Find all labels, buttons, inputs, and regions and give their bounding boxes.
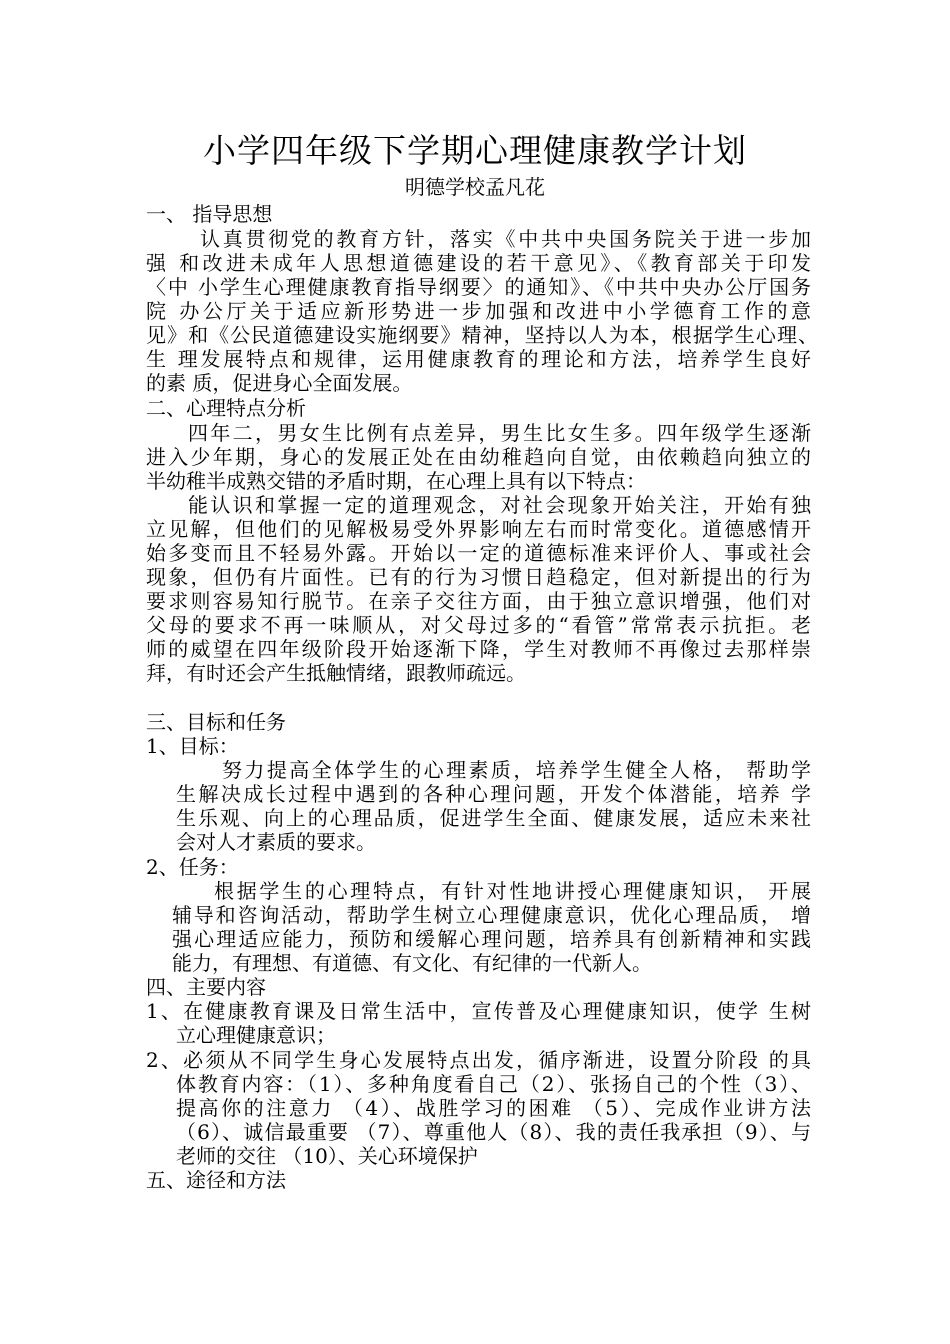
- paragraph-line: 立见解，但他们的见解极易受外界影响左右而时常变化。道德感情开: [146, 517, 811, 541]
- list-item-line: 1、在健康教育课及日常生活中，宣传普及心理健康知识，使学 生树: [146, 999, 811, 1023]
- paragraph-line: 〈中 小学生心理健康教育指导纲要〉的通知》、《中共中央办公厅国务: [146, 275, 811, 299]
- paragraph-line: 强 和改进未成年人思想道德建设的若干意见》、《教育部关于印发: [146, 251, 811, 275]
- paragraph-line: 要求则容易知行脱节。在亲子交往方面，由于独立意识增强，他们对: [146, 589, 811, 613]
- list-item-line: （6）、诚信最重要 （7）、尊重他人（8）、我的责任我承担（9）、与: [176, 1120, 811, 1144]
- document-author: 明德学校孟凡花: [405, 175, 545, 199]
- document-title: 小学四年级下学期心理健康教学计划: [203, 131, 747, 170]
- paragraph-line: 能认识和掌握一定的道理观念，对社会现象开始关注，开始有独: [188, 493, 811, 517]
- paragraph-line: 院 办公厅关于适应新形势进一步加强和改进中小学德育工作的意: [146, 299, 811, 323]
- list-item-line: 体教育内容：（1）、多种角度看自己（2）、张扬自己的个性（3）、: [176, 1072, 811, 1096]
- paragraph-line: 师的威望在四年级阶段开始逐渐下降，学生对教师不再像过去那样崇: [146, 637, 811, 661]
- paragraph-line: 始多变而且不轻易外露。开始以一定的道德标准来评价人、事或社会: [146, 541, 811, 565]
- paragraph-line: 的素 质，促进身心全面发展。: [146, 371, 413, 395]
- section-heading-3: 三、目标和任务: [146, 710, 286, 734]
- paragraph-line: 辅导和咨询活动，帮助学生树立心理健康意识，优化心理品质， 增: [172, 903, 811, 927]
- paragraph-line: 努力提高全体学生的心理素质，培养学生健全人格， 帮助学: [222, 758, 811, 782]
- list-item-line: 老师的交往 （10）、关心环境保护: [176, 1144, 478, 1168]
- paragraph-line: 强心理适应能力，预防和缓解心理问题，培养具有创新精神和实践: [172, 927, 811, 951]
- subsection-heading-task: 2、任务：: [146, 855, 239, 879]
- paragraph-line: 根据学生的心理特点，有针对性地讲授心理健康知识， 开展: [214, 879, 811, 903]
- paragraph-line: 生 理发展特点和规律，运用健康教育的理论和方法，培养学生良好: [146, 347, 811, 371]
- paragraph-line: 生解决成长过程中遇到的各种心理问题，开发个体潜能，培养 学: [176, 782, 811, 806]
- paragraph-line: 父母的要求不再一味顺从，对父母过多的“看管”常常表示抗拒。老: [146, 613, 811, 637]
- paragraph-line: 能力，有理想、有道德、有文化、有纪律的一代新人。: [172, 951, 652, 975]
- list-item-line: 2、必须从不同学生身心发展特点出发，循序渐进，设置分阶段 的具: [146, 1048, 811, 1072]
- list-item-line: 提高你的注意力 （4）、战胜学习的困难 （5）、完成作业讲方法: [176, 1096, 811, 1120]
- section-heading-5: 五、途径和方法: [146, 1168, 286, 1192]
- section-heading-2: 二、心理特点分析: [146, 396, 306, 420]
- section-heading-1: 一、 指导思想: [146, 202, 273, 226]
- paragraph-line: 四年二，男女生比例有点差异，男生比女生多。四年级学生逐渐: [188, 421, 811, 445]
- section-heading-4: 四、主要内容: [146, 975, 266, 999]
- paragraph-line: 生乐观、向上的心理品质，促进学生全面、健康发展，适应未来社: [176, 806, 811, 830]
- subsection-heading-goal: 1、目标：: [146, 734, 239, 758]
- paragraph-line: 会对人才素质的要求。: [176, 830, 376, 854]
- paragraph-line: 现象，但仍有片面性。已有的行为习惯日趋稳定，但对新提出的行为: [146, 565, 811, 589]
- paragraph-line: 进入少年期，身心的发展正处在由幼稚趋向自觉，由依赖趋向独立的: [146, 445, 811, 469]
- paragraph-line: 半幼稚半成熟交错的矛盾时期，在心理上具有以下特点：: [146, 469, 646, 493]
- paragraph-line: 认真贯彻党的教育方针，落实《中共中央国务院关于进一步加: [200, 227, 811, 251]
- list-item-line: 立心理健康意识；: [176, 1023, 336, 1047]
- paragraph-line: 拜，有时还会产生抵触情绪，跟教师疏远。: [146, 661, 526, 685]
- paragraph-line: 见》和《公民道德建设实施纲要》精神，坚持以人为本，根据学生心理、: [146, 323, 818, 347]
